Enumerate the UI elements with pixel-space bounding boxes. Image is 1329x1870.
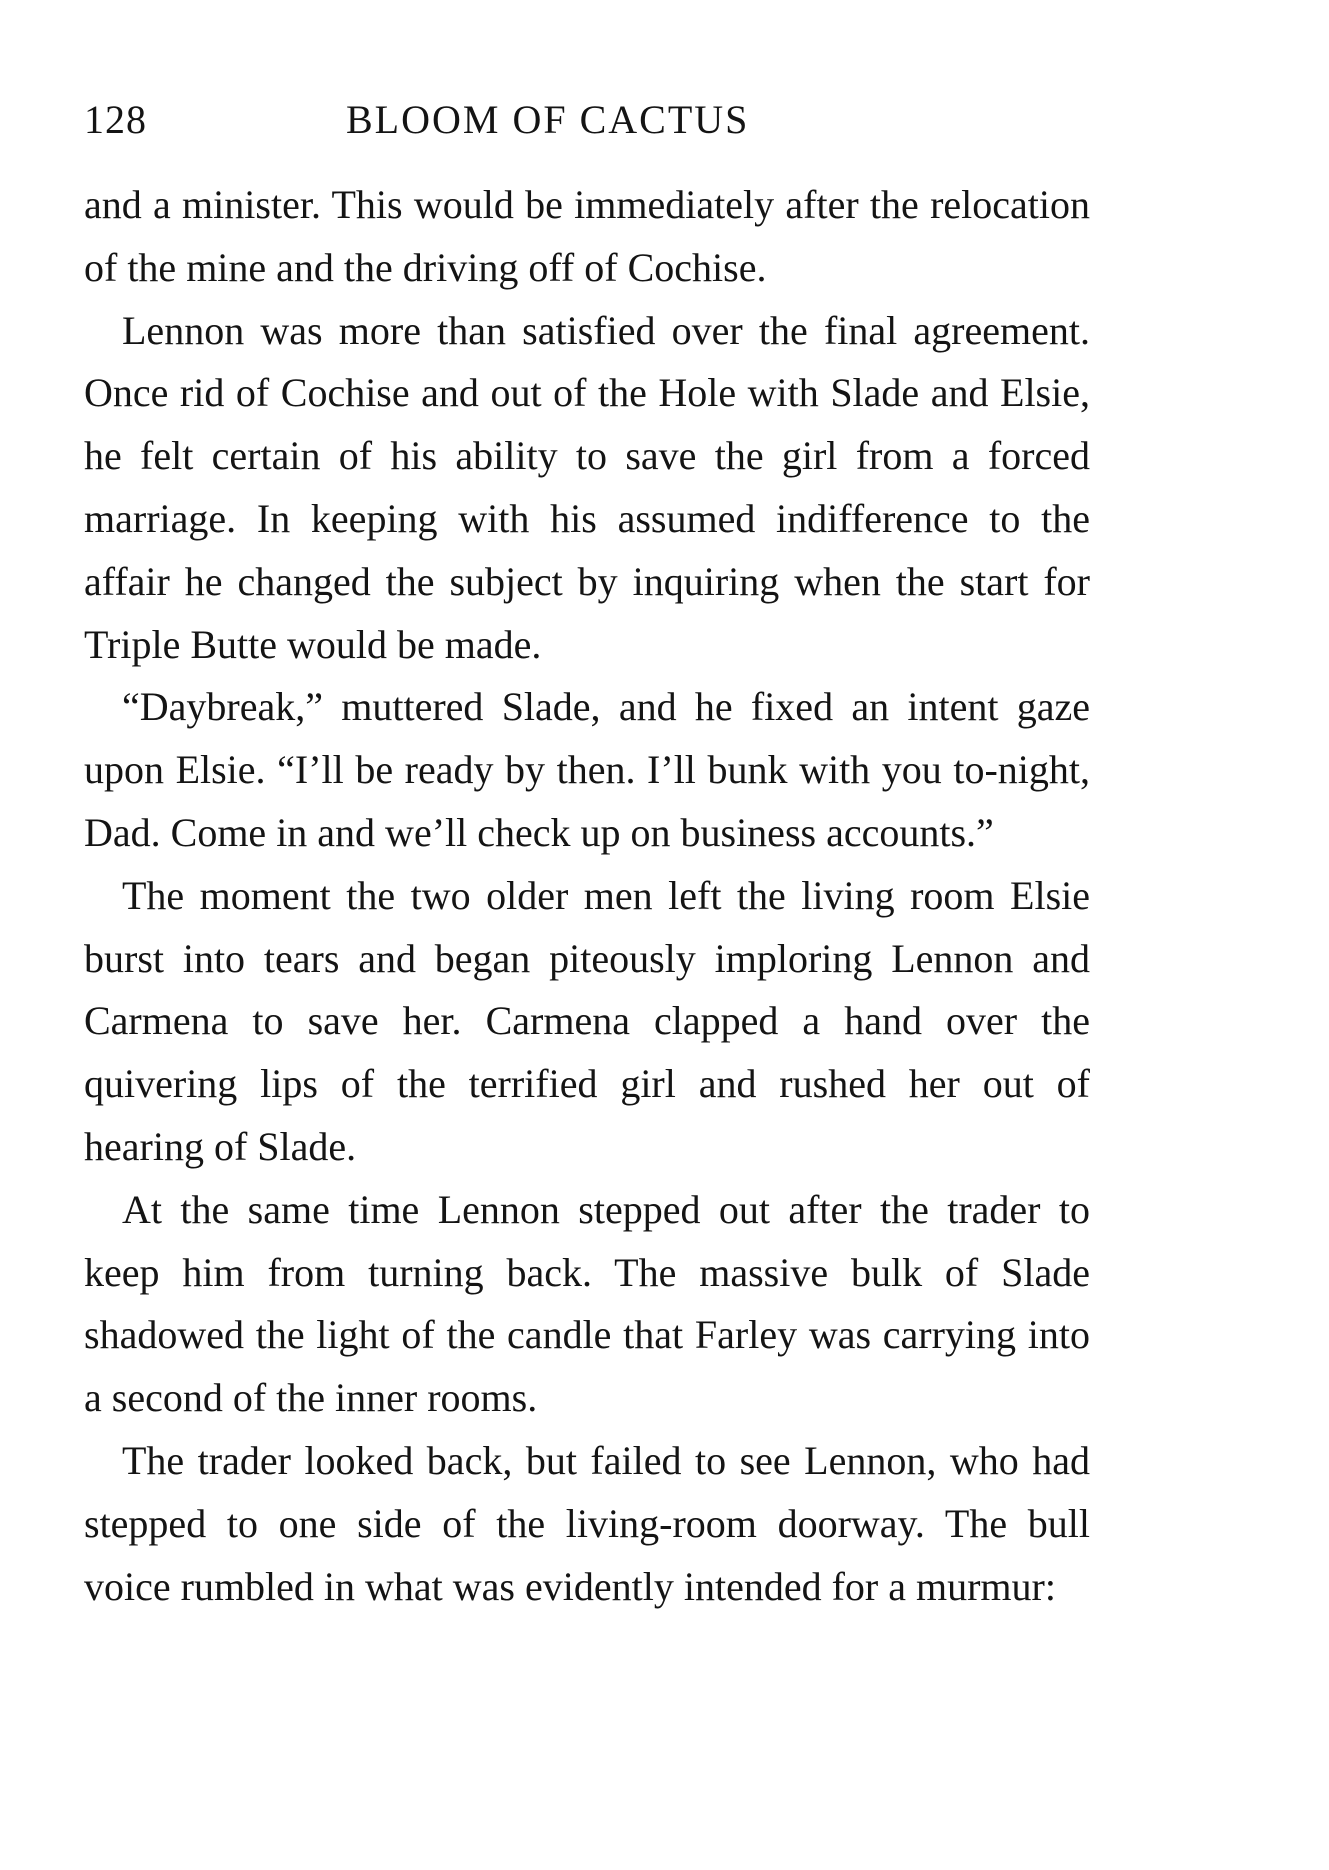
page-number: 128 [84, 97, 147, 142]
paragraph: and a minister. This would be immediately after the relocation of the mine and the driving off of Cochise. [84, 182, 1090, 290]
paragraph: Lennon was more than satisfied over the final agreement. Once rid of Cochise and out of the Hole with Slade and Elsie, he felt certain of his ability to save the girl from a forced marriage. In keeping with his assumed indifference to the affair he changed the subject by inquiring when the start for Triple Butte would be made. [84, 307, 1090, 667]
paragraph: The trader looked back, but failed to see Lennon, who had stepped to one side of the living-room doorway. The bull voice rumbled in what was evidently intended for a murmur: [84, 1437, 1090, 1609]
paragraph: At the same time Lennon stepped out after the trader to keep him from turning back. The massive bulk of Slade shadowed the light of the candle that Farley was carrying into a second of the inner rooms. [84, 1186, 1090, 1421]
running-title: BLOOM OF CACTUS [346, 97, 750, 142]
paragraph: “Daybreak,” muttered Slade, and he fixed an intent gaze upon Elsie. “I’ll be ready by then. I’ll bunk with you to-night, Dad. Come in and we’ll check up on business accounts.” [84, 684, 1090, 855]
body-text [84, 174, 1090, 1618]
page-header [84, 96, 1084, 156]
paragraph: The moment the two older men left the living room Elsie burst into tears and began piteously imploring Lennon and Carmena to save her. Carmena clapped a hand over the quivering lips of the terrified girl and rushed her out of hearing of Slade. [84, 872, 1090, 1169]
